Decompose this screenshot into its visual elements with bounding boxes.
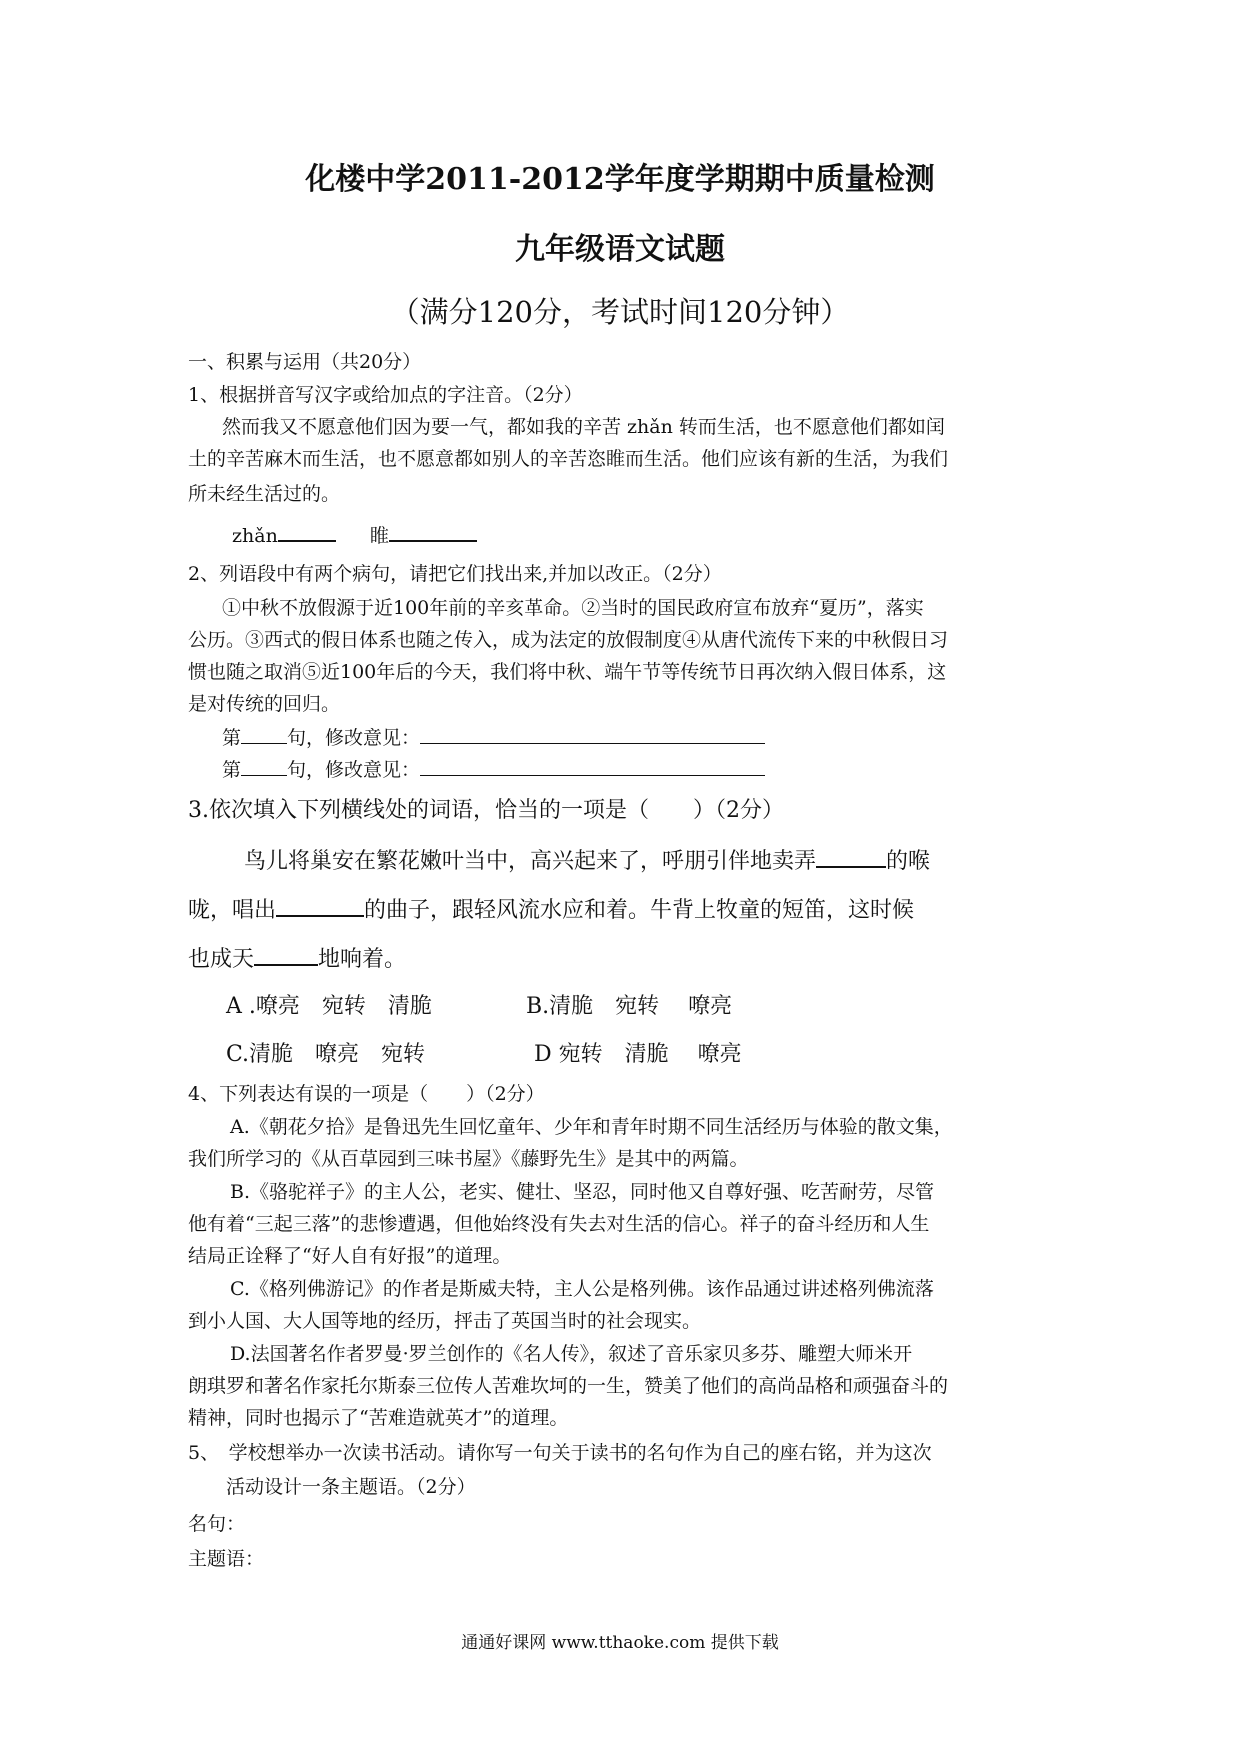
q4-option-d-line2: 朗琪罗和著名作家托尔斯泰三位传人苦难坎坷的一生，赞美了他们的高尚品格和顽强奋斗的 (188, 1375, 949, 1397)
q3-text-line1 (244, 846, 930, 877)
q3-blank2[interactable] (276, 895, 364, 917)
q3-text-line1-b: 的喉 (886, 849, 931, 874)
q1-text-line3: 所未经生活过的。 (188, 483, 341, 505)
q3-option-b[interactable]: B.清脆 宛转 嘹亮 (526, 994, 733, 1019)
q4-option-b-line1: B.《骆驼祥子》的主人公，老实、健壮、坚忍，同时他又自尊好强、吃苦耐劳，尽管 (230, 1181, 935, 1203)
q2-text-line1: ①中秋不放假源于近100年前的辛亥革命。②当时的国民政府宣布放弃“夏历”，落实 (222, 597, 924, 619)
q2-answer1-label: 句，修改意见： (287, 727, 421, 749)
q4-option-c-line1: C.《格列佛游记》的作者是斯威夫特，主人公是格列佛。该作品通过讲述格列佛流落 (230, 1278, 934, 1300)
q1-blank1-label: zhǎn (232, 525, 278, 547)
q2-answer-row-2 (222, 757, 765, 782)
q3-blank3[interactable] (254, 944, 318, 966)
q5-theme-label: 主题语： (188, 1548, 265, 1570)
q1-answer-row (232, 520, 477, 548)
q3-options-row2 (226, 1040, 742, 1070)
exam-title-line2: 九年级语文试题 (515, 232, 725, 267)
exam-title-line1: 化楼中学2011-2012学年度学期期中质量检测 (305, 162, 935, 197)
q4-prompt: 4、下列表达有误的一项是（ ）（2分） (188, 1083, 545, 1105)
q1-blank2-label: 睢 (369, 525, 389, 547)
q1-prompt: 1、根据拼音写汉字或给加点的字注音。（2分） (188, 384, 583, 406)
q2-answer2-prefix: 第 (222, 759, 242, 781)
q1-text-line2: 土的辛苦麻木而生活，也不愿意都如别人的辛苦恣睢而生活。他们应该有新的生活，为我们 (188, 448, 949, 470)
q2-answer-row-1 (222, 725, 765, 750)
q3-text-line2-b: 的曲子，跟轻风流水应和着。牛背上牧童的短笛，这时候 (364, 898, 915, 923)
q4-option-d-line3: 精神，同时也揭示了“苦难造就英才”的道理。 (188, 1407, 569, 1429)
q4-option-d-line1: D.法国著名作者罗曼·罗兰创作的《名人传》，叙述了音乐家贝多芬、雕塑大师米开 (230, 1343, 913, 1365)
q2-answer1-sentence-blank[interactable] (241, 725, 287, 744)
q3-text-line3 (188, 944, 406, 975)
q2-answer1-fix-blank[interactable] (420, 725, 765, 744)
q3-option-c[interactable]: C.清脆 嘹亮 宛转 (226, 1042, 426, 1067)
q3-blank1[interactable] (816, 846, 886, 868)
q4-option-c-line2: 到小人国、大人国等地的经历，抨击了英国当时的社会现实。 (188, 1310, 702, 1332)
q2-answer1-prefix: 第 (222, 727, 242, 749)
q2-text-line4: 是对传统的回归。 (188, 693, 341, 715)
q2-answer2-label: 句，修改意见： (287, 759, 421, 781)
q5-prompt-line2: 活动设计一条主题语。（2分） (226, 1476, 476, 1498)
q2-answer2-sentence-blank[interactable] (241, 757, 287, 776)
q2-answer2-fix-blank[interactable] (420, 757, 765, 776)
q4-option-a-line1: A.《朝花夕拾》是鲁迅先生回忆童年、少年和青年时期不同生活经历与体验的散文集， (230, 1116, 953, 1138)
q3-text-line3-b: 地响着。 (318, 947, 407, 972)
q4-option-b-line3: 结局正诠释了“好人自有好报”的道理。 (188, 1245, 512, 1267)
exam-subtitle: （满分120分，考试时间120分钟） (390, 295, 850, 329)
page-footer: 通通好课网 www.tthaoke.com 提供下载 (461, 1633, 779, 1653)
q3-options-row1 (226, 992, 732, 1022)
q2-text-line3: 惯也随之取消⑤近100年后的今天，我们将中秋、端午节等传统节日再次纳入假日体系，这 (188, 661, 947, 683)
q2-prompt: 2、列语段中有两个病句，请把它们找出来,并加以改正。（2分） (188, 563, 722, 585)
q4-option-a-line2: 我们所学习的《从百草园到三味书屋》《藤野先生》是其中的两篇。 (188, 1148, 749, 1170)
q2-text-line2: 公历。③西式的假日体系也随之传入，成为法定的放假制度④从唐代流传下来的中秋假日习 (188, 629, 949, 651)
section-heading: 一、积累与运用（共20分） (188, 351, 422, 373)
q3-option-d[interactable]: D 宛转 清脆 嘹亮 (534, 1042, 742, 1067)
q5-quote-label: 名句： (188, 1513, 246, 1535)
q1-text-line1: 然而我又不愿意他们因为要一气，都如我的辛苦 zhǎn 转而生活，也不愿意他们都如闰 (222, 416, 945, 438)
q1-blank2[interactable] (389, 520, 477, 542)
q3-text-line1-a: 鸟儿将巢安在繁花嫩叶当中，高兴起来了，呼朋引伴地卖弄 (244, 849, 817, 874)
q3-text-line2 (188, 895, 914, 926)
q5-prompt-line1: 5、 学校想举办一次读书活动。请你写一句关于读书的名句作为自己的座右铭，并为这次 (188, 1442, 932, 1464)
q4-option-b-line2: 他有着“三起三落”的悲惨遭遇，但他始终没有失去对生活的信心。祥子的奋斗经历和人生 (188, 1213, 930, 1235)
q3-prompt: 3.依次填入下列横线处的词语，恰当的一项是（ ）（2分） (188, 798, 784, 823)
q3-text-line2-a: 咙，唱出 (188, 898, 277, 923)
q3-text-line3-a: 也成天 (188, 947, 255, 972)
q3-option-a[interactable]: A .嘹亮 宛转 清脆 (226, 994, 432, 1019)
q1-blank1[interactable] (278, 520, 336, 542)
